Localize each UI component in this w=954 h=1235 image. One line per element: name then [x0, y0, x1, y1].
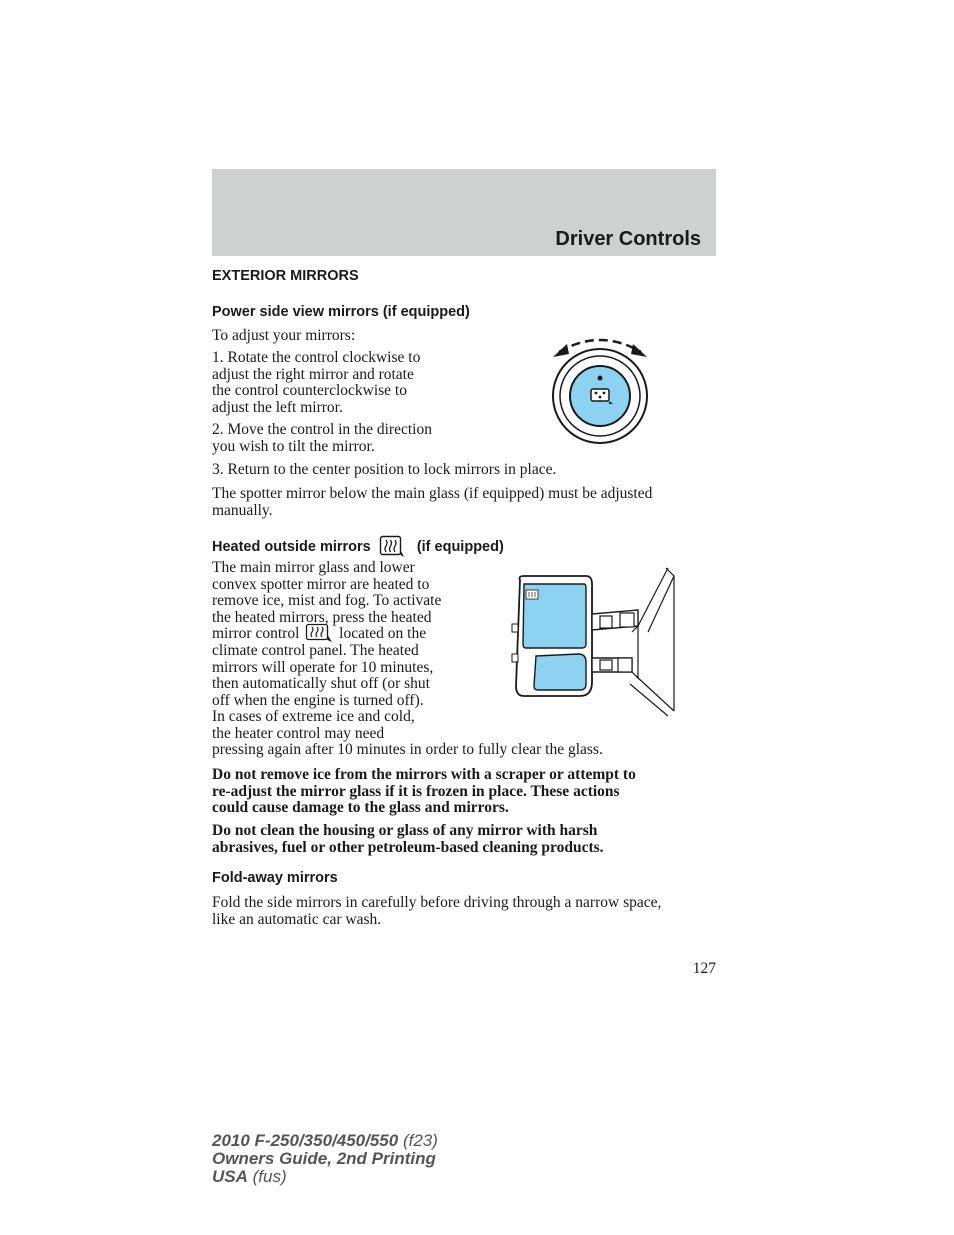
power-step-1: 1. Rotate the control clockwise to adjust the right mirror and rotate the control counterclockwise to adjust the left mirror.: [212, 349, 421, 416]
document-footer: 2010 F-250/350/450/550 (f23) Owners Guide, 2nd Printing USA (fus): [212, 1131, 438, 1186]
mirror-control-knob-icon: [545, 330, 655, 445]
power-step-2: 2. Move the control in the direction you wish to tilt the mirror.: [212, 421, 432, 455]
page-number: 127: [692, 960, 716, 977]
power-intro: To adjust your mirrors:: [212, 327, 356, 344]
chapter-title: Driver Controls: [555, 228, 701, 250]
power-step-3: 3. Return to the center position to lock mirrors in place.: [212, 461, 557, 478]
heated-description: The main mirror glass and lower convex spotter mirror are heated to remove ice, mist and fog. To activate the heated mirrors, press the heated mirror control located on the climate control panel. The heated mirrors will operate for 10 minutes, then automatically shut off (or shut off when the engine is turned off). In cases of extreme ice and cold, the heater control may need pressing again after 10 minutes in order to fully clear the glass.: [212, 559, 603, 758]
warning-ice-scraper: Do not remove ice from the mirrors with a scraper or attempt to re-adjust the mirror glass if it is frozen in place. These actions could cause damage to the glass and mirrors.: [212, 766, 636, 816]
warning-cleaning: Do not clean the housing or glass of any mirror with harsh abrasives, fuel or other petroleum-based cleaning products.: [212, 822, 604, 856]
heated-mirror-icon: [379, 535, 405, 559]
spotter-note: The spotter mirror below the main glass (if equipped) must be adjusted manually.: [212, 485, 653, 519]
section-title: EXTERIOR MIRRORS: [212, 268, 359, 284]
fold-away-heading: Fold-away mirrors: [212, 870, 338, 886]
heated-mirror-illustration: [508, 566, 678, 718]
chapter-header-band: [212, 169, 716, 256]
heated-mirror-control-icon: [305, 623, 333, 643]
heated-mirrors-heading: Heated outside mirrors (if equipped): [212, 535, 504, 559]
fold-away-text: Fold the side mirrors in carefully before driving through a narrow space, like an automatic car wash.: [212, 894, 662, 928]
power-mirrors-heading: Power side view mirrors (if equipped): [212, 304, 470, 320]
